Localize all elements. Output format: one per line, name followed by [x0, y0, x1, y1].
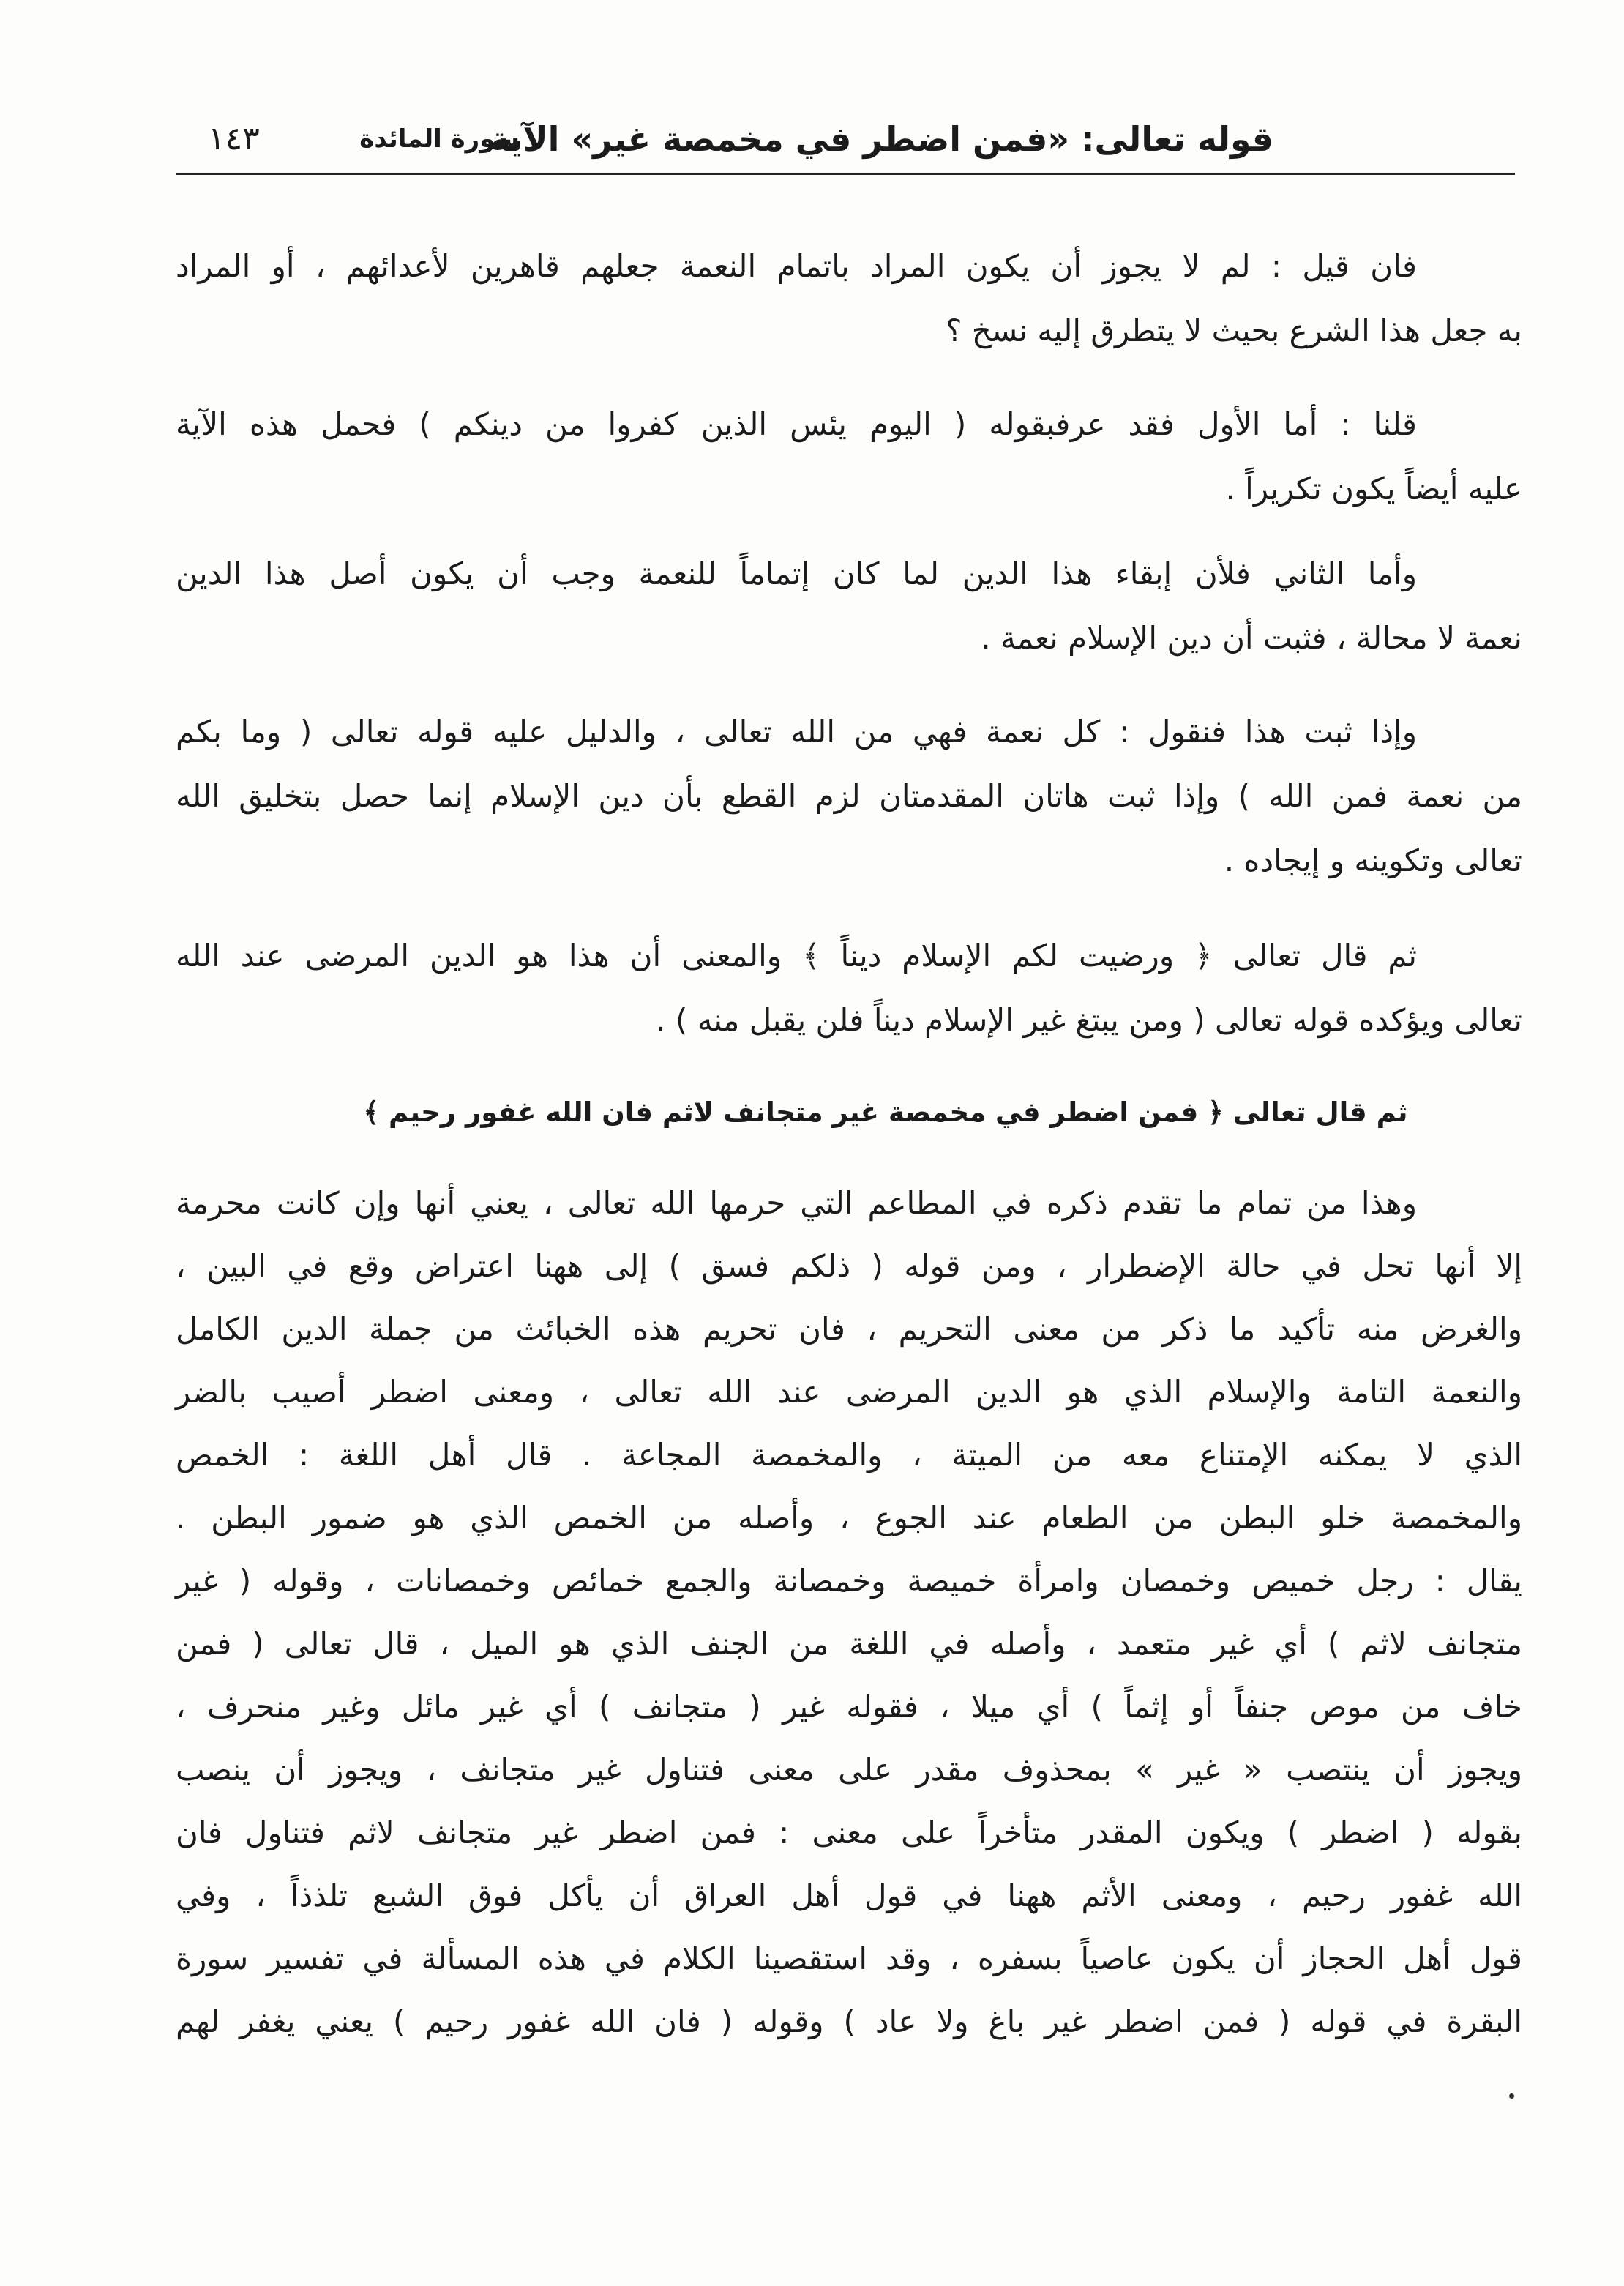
text-line: ويجوز أن ينتصب « غير » بمحذوف مقدر على معنى فتناول غير متجانف ، ويجوز أن ينصب	[176, 1752, 1522, 1788]
text-line: البقرة في قوله ( فمن اضطر غير باغ ولا عاد ) وقوله ( فان الله غفور رحيم ) يعني يغفر لهم	[176, 2003, 1522, 2039]
verse-heading	[359, 1080, 1412, 1145]
text-line: وأما الثاني فلأن إبقاء هذا الدين لما كان إتماماً للنعمة وجب أن يكون أصل هذا الدين	[176, 556, 1417, 591]
text-line: خاف من موص جنفاً أو إثماً ) أي ميلا ، فقوله غير ( متجانف ) أي غير مائل وغير منحرف ،	[176, 1689, 1522, 1725]
text-line: الذي لا يمكنه الإمتناع معه من الميتة ، والمخمصة المجاعة . قال أهل اللغة : الخمص	[176, 1437, 1522, 1473]
text-line: عليه أيضاً يكون تكريراً .	[1225, 471, 1522, 507]
text-line: نعمة لا محالة ، فثبت أن دين الإسلام نعمة .	[981, 620, 1522, 656]
text-line: والغرض منه تأكيد ما ذكر من معنى التحريم ، فان تحريم هذه الخبائث من جملة الدين الكامل	[176, 1311, 1522, 1347]
text-line: ثم قال تعالى ﴿ ورضيت لكم الإسلام ديناً ﴾ والمعنى أن هذا هو الدين المرضى عند الله	[176, 938, 1417, 974]
text-line: الله غفور رحيم ، ومعنى الأثم ههنا في قول أهل العراق أن يأكل فوق الشبع تلذذاً ، وفي	[176, 1878, 1522, 1913]
text-line: قول أهل الحجاز أن يكون عاصياً بسفره ، وقد استقصينا الكلام في هذه المسألة في تفسير سورة	[176, 1941, 1522, 1976]
text-line: إلا أنها تحل في حالة الإضطرار ، ومن قوله ( ذلكم فسق ) إلى ههنا اعتراض وقع في البين ،	[176, 1248, 1522, 1284]
paragraph	[176, 1172, 1522, 2053]
running-title: قوله تعالى: «فمن اضطر في مخمصة غير» الآية	[490, 119, 1273, 159]
text-line: والمخمصة خلو البطن من الطعام عند الجوع ، وأصله من الخمص الذي هو ضمور البطن .	[176, 1500, 1522, 1536]
text-line: ثم قال تعالى ﴿ فمن اضطر في مخمصة غير متجانف لاثم فان الله غفور رحيم ﴾	[363, 1097, 1408, 1128]
text-line: والنعمة التامة والإسلام الذي هو الدين المرضى عند الله تعالى ، ومعنى اضطر أصيب بالضر	[176, 1374, 1522, 1410]
paragraph	[176, 392, 1522, 521]
page-number: ١٤٣	[208, 120, 260, 157]
stray-ink-mark	[1509, 2093, 1514, 2099]
paragraph	[176, 234, 1522, 363]
header-rule	[176, 173, 1515, 175]
paragraph	[176, 924, 1522, 1053]
text-line: به جعل هذا الشرع بحيث لا يتطرق إليه نسخ ؟	[946, 313, 1522, 348]
text-line: وهذا من تمام ما تقدم ذكره في المطاعم التي حرمها الله تعالى ، يعني أنها وإن كانت محرمة	[176, 1185, 1417, 1221]
surah-name: سورة المائدة	[359, 124, 520, 154]
text-line: يقال : رجل خميص وخمصان وامرأة خميصة وخمصانة والجمع خمائص وخمصانات ، وقوله ( غير	[176, 1563, 1522, 1599]
text-line: تعالى ويؤكده قوله تعالى ( ومن يبتغ غير الإسلام ديناً فلن يقبل منه ) .	[656, 1002, 1522, 1038]
text-line: وإذا ثبت هذا فنقول : كل نعمة فهي من الله تعالى ، والدليل عليه قوله تعالى ( وما بكم	[176, 714, 1417, 750]
text-line: فان قيل : لم لا يجوز أن يكون المراد باتمام النعمة جعلهم قاهرين لأعدائهم ، أو المراد	[176, 248, 1417, 284]
text-line: قلنا : أما الأول فقد عرفبقوله ( اليوم يئس الذين كفروا من دينكم ) فحمل هذه الآية	[176, 406, 1417, 442]
text-line: من نعمة فمن الله ) وإذا ثبت هاتان المقدمتان لزم القطع بأن دين الإسلام إنما حصل بتخليق الله	[176, 778, 1522, 814]
text-line: تعالى وتكوينه و إيجاده .	[1224, 843, 1522, 878]
paragraph	[176, 542, 1522, 671]
text-line: بقوله ( اضطر ) ويكون المقدر متأخراً على معنى : فمن اضطر غير متجانف لاثم فتناول فان	[176, 1815, 1522, 1850]
paragraph	[176, 700, 1522, 893]
text-line: متجانف لاثم ) أي غير متعمد ، وأصله في اللغة من الجنف الذي هو الميل ، قال تعالى ( فمن	[176, 1626, 1522, 1662]
